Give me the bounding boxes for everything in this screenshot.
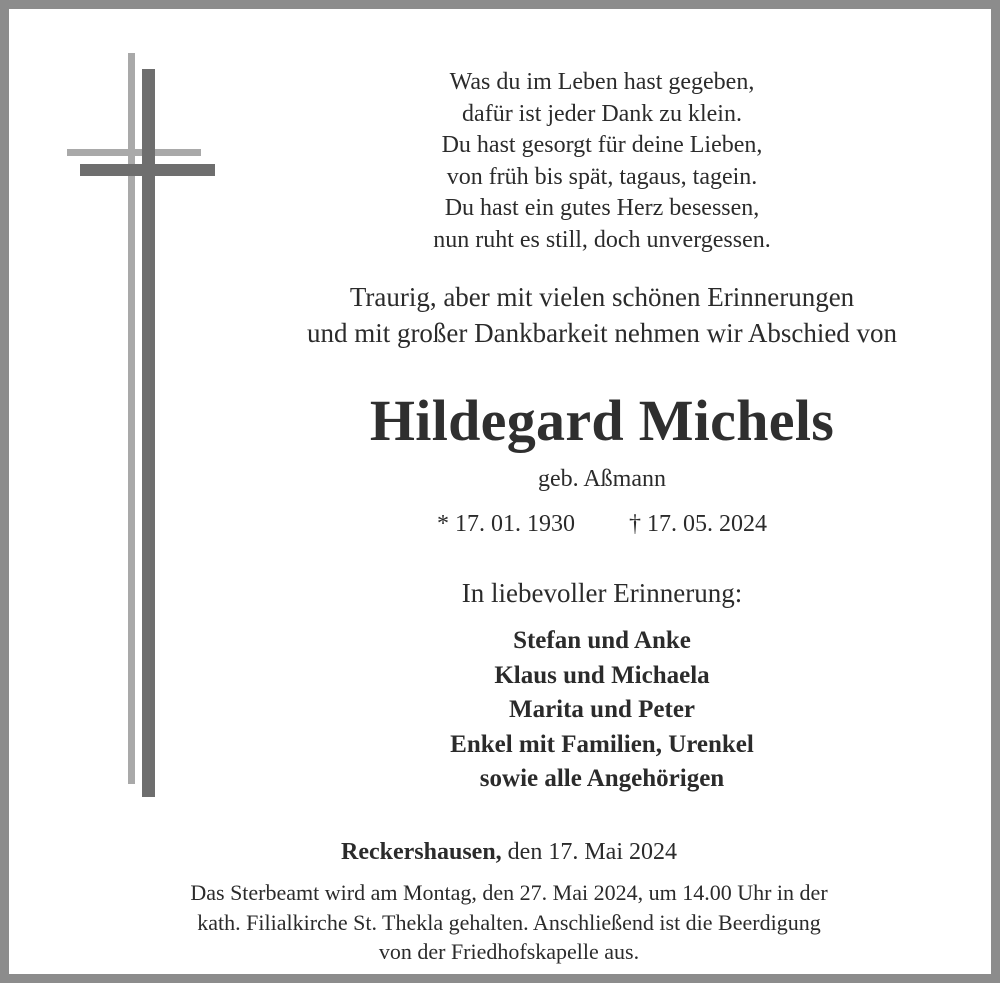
poem-line: dafür ist jeder Dank zu klein. bbox=[462, 100, 742, 127]
poem-line: nun ruht es still, doch unvergessen. bbox=[433, 226, 771, 253]
mourner-entry: Marita und Peter bbox=[508, 696, 696, 724]
cross-horizontal-back-bar bbox=[67, 149, 201, 156]
poem-line: von früh bis spät, tagaus, tagein. bbox=[446, 163, 758, 190]
memorial-poem bbox=[252, 67, 952, 257]
death-date: † 17. 05. 2024 bbox=[629, 511, 767, 537]
deceased-name: Hildegard Michels bbox=[369, 388, 835, 453]
notice-line: Das Sterbeamt wird am Montag, den 27. Mai 2024, um 14.00 Uhr in der bbox=[190, 880, 828, 905]
mourner-entry: Stefan und Anke bbox=[513, 627, 691, 654]
notice-line: kath. Filialkirche St. Thekla gehalten. Anschließend ist die Beerdigung bbox=[197, 909, 821, 935]
intro-line: Traurig, aber mit vielen schönen Erinnerungen bbox=[349, 282, 855, 312]
intro-line: und mit großer Dankbarkeit nehmen wir Abschied von bbox=[306, 318, 898, 348]
life-dates bbox=[252, 509, 952, 539]
poem-line: Du hast gesorgt für deine Lieben, bbox=[441, 132, 763, 159]
place-date-line bbox=[9, 837, 1000, 867]
mourner-entry: sowie alle Angehörigen bbox=[479, 765, 725, 793]
memory-heading: In liebevoller Erinnerung: bbox=[461, 578, 743, 608]
funeral-notice bbox=[9, 878, 1000, 967]
farewell-intro bbox=[252, 279, 952, 351]
birth-name: geb. Aßmann bbox=[538, 466, 666, 492]
place-date: den 17. Mai 2024 bbox=[501, 839, 677, 865]
mourner-entry: Klaus und Michaela bbox=[494, 661, 710, 689]
mourner-entry: Enkel mit Familien, Urenkel bbox=[450, 730, 754, 758]
notice-line: von der Friedhofskapelle aus. bbox=[378, 939, 640, 964]
cross-vertical-back-bar bbox=[128, 53, 135, 784]
cross-vertical-front-bar bbox=[142, 69, 155, 797]
poem-line: Du hast ein gutes Herz besessen, bbox=[444, 195, 760, 222]
birth-date: * 17. 01. 1930 bbox=[437, 511, 575, 537]
cross-horizontal-front-bar bbox=[80, 164, 215, 176]
place-name: Reckershausen, bbox=[341, 839, 502, 865]
mourners-list bbox=[252, 624, 952, 797]
poem-line: Was du im Leben hast gegeben, bbox=[449, 69, 755, 95]
